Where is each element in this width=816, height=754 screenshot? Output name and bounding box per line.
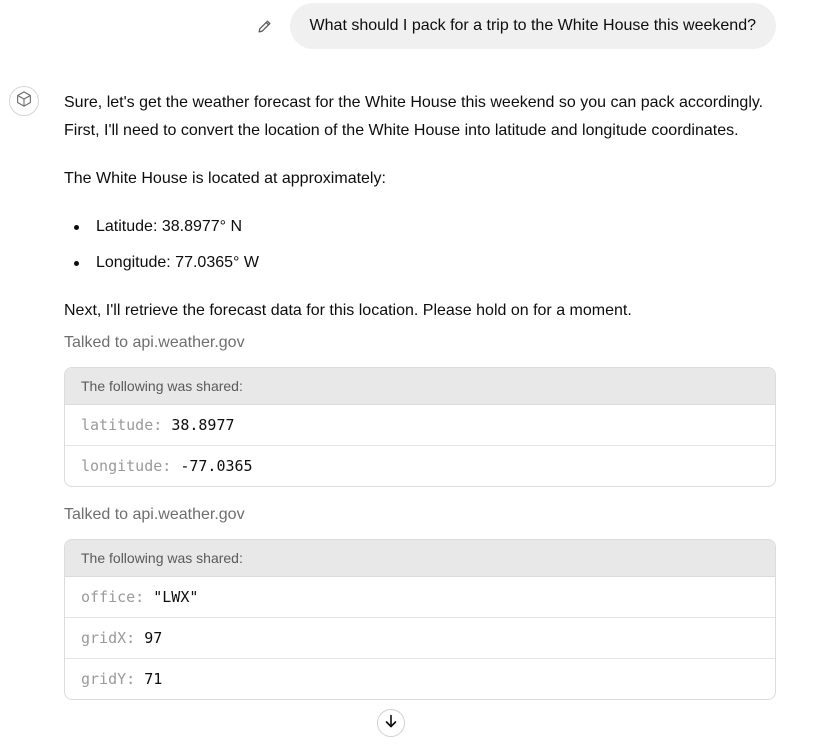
- param-key: latitude:: [81, 416, 163, 434]
- param-value: -77.0365: [180, 457, 253, 475]
- param-key: office:: [81, 588, 145, 606]
- tool-call-card: [64, 367, 776, 487]
- user-message-bubble: What should I pack for a trip to the White House this weekend?: [290, 3, 776, 49]
- list-item: Latitude: 38.8977° N: [96, 213, 776, 241]
- assistant-paragraph: The White House is located at approximately:: [64, 170, 386, 187]
- param-row: [65, 405, 775, 446]
- assistant-avatar: [9, 86, 39, 116]
- pencil-icon[interactable]: [257, 18, 273, 34]
- param-row: [65, 618, 775, 659]
- param-value: 71: [144, 670, 163, 688]
- shared-header: The following was shared:: [65, 368, 775, 405]
- param-row: [65, 659, 775, 699]
- param-key: longitude:: [81, 457, 172, 475]
- user-message-row: [257, 3, 776, 49]
- param-value: 38.8977: [171, 416, 235, 434]
- tool-call-label[interactable]: Talked to api.weather.gov: [64, 334, 245, 351]
- tool-call-card: [64, 539, 776, 700]
- cube-icon: [15, 90, 33, 113]
- coordinates-list: [64, 213, 776, 277]
- param-key: gridX:: [81, 629, 136, 647]
- param-key: gridY:: [81, 670, 136, 688]
- param-row: [65, 577, 775, 618]
- assistant-message: [64, 89, 776, 716]
- assistant-paragraph: Next, I'll retrieve the forecast data for this location. Please hold on for a moment.: [64, 302, 632, 319]
- arrow-down-icon: [383, 713, 399, 734]
- assistant-paragraph: Sure, let's get the weather forecast for the White House this weekend so you can pack accordingly. First, I'll need to convert the location of the White House into latitude and longitude coordinates.: [64, 94, 764, 139]
- param-value: 97: [144, 629, 163, 647]
- scroll-to-bottom-button[interactable]: [377, 709, 405, 737]
- shared-header: The following was shared:: [65, 540, 775, 577]
- param-row: [65, 446, 775, 486]
- list-item: Longitude: 77.0365° W: [96, 249, 776, 277]
- param-value: "LWX": [153, 588, 199, 606]
- tool-call-label[interactable]: Talked to api.weather.gov: [64, 506, 245, 523]
